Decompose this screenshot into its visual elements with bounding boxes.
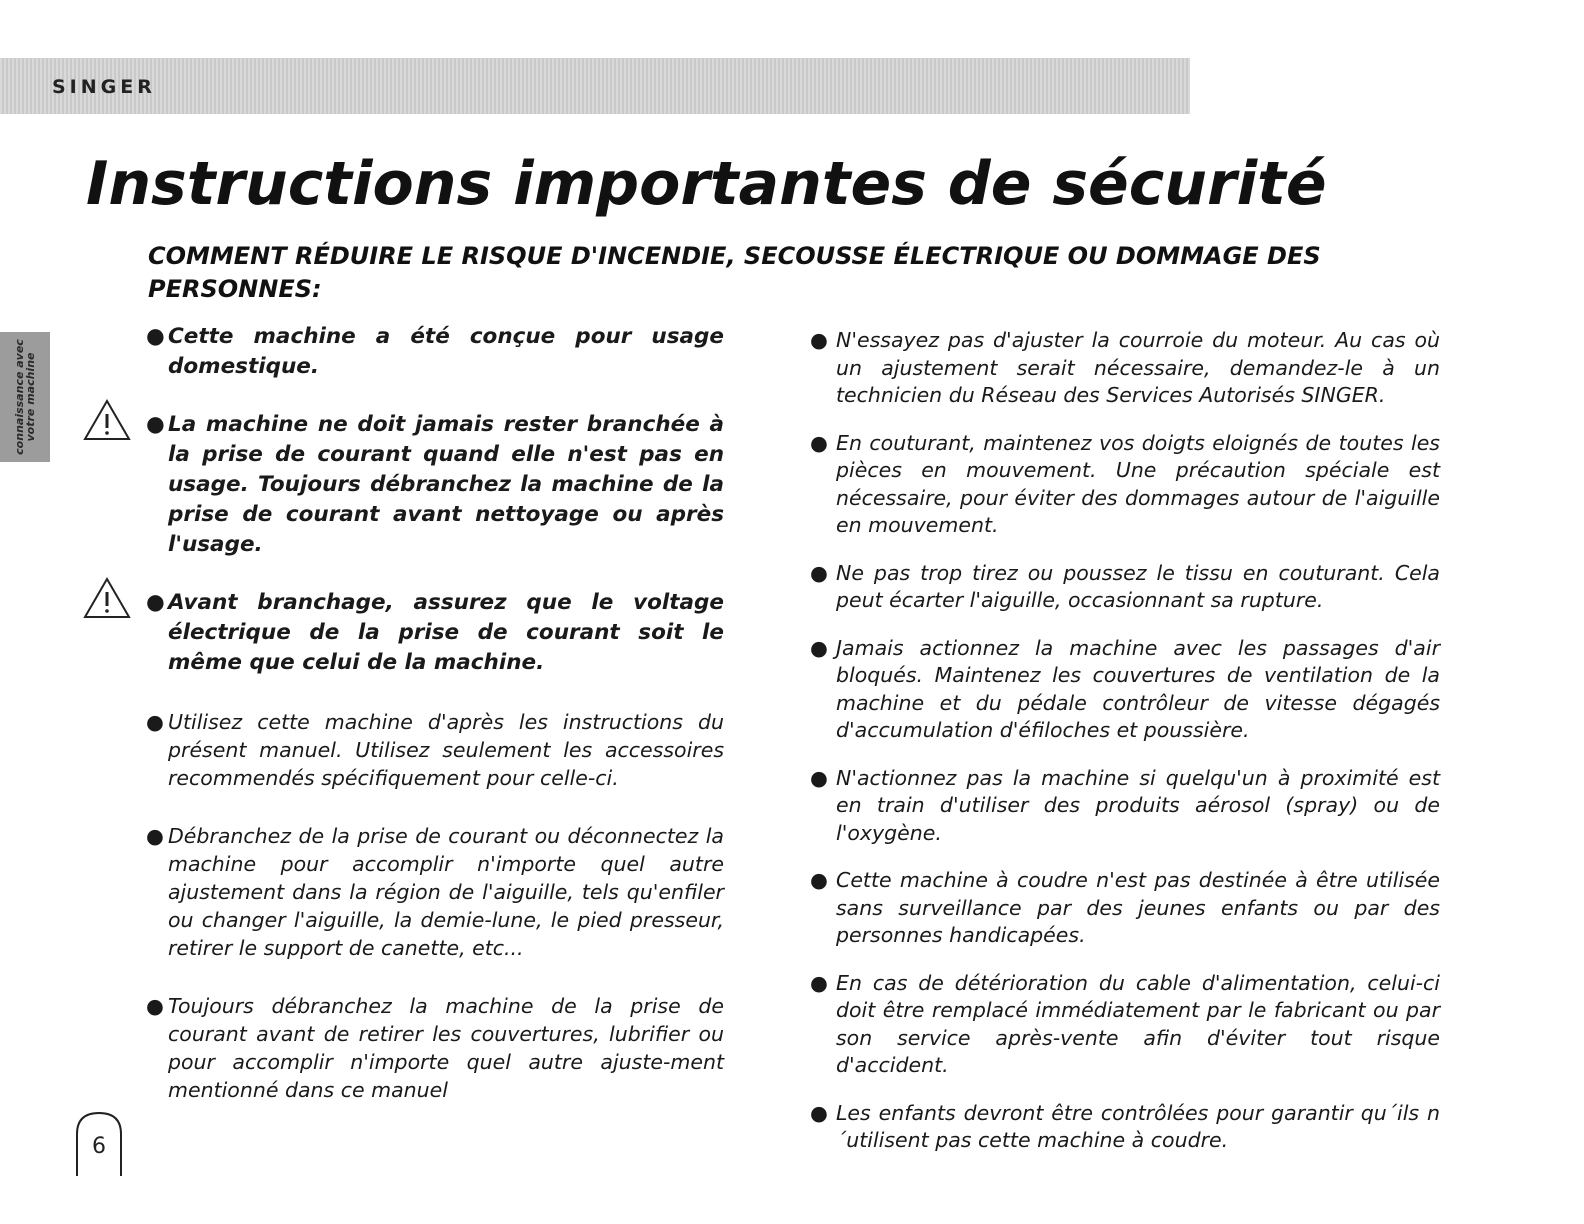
left-column (146, 322, 724, 1104)
bullet-icon: ● (146, 412, 165, 437)
list-item-text: Les enfants devront être contrôlées pour garantir qu´ils n´utilisent pas cette machine à coudre. (836, 1100, 1440, 1152)
list-item (810, 560, 1440, 615)
list-item-text: Cette machine à coudre n'est pas destinée à être utilisée sans surveillance par des jeunes enfants ou par des personnes handicapées. (836, 868, 1440, 947)
list-item-text: N'essayez pas d'ajuster la courroie du moteur. Au cas où un ajustement serait nécessaire, demandez-le à un technicien du Réseau des Services Autorisés SINGER. (836, 328, 1440, 407)
list-item (810, 635, 1440, 745)
bullet-icon: ● (810, 970, 828, 995)
bullet-icon: ● (810, 430, 828, 455)
bullet-icon: ● (146, 710, 164, 734)
bullet-icon: ● (146, 824, 164, 848)
right-column (810, 327, 1440, 1155)
list-item (810, 327, 1440, 410)
list-item (810, 970, 1440, 1080)
page-title: Instructions importantes de sécurité (86, 149, 1327, 219)
list-item-text: Jamais actionnez la machine avec les passages d'air bloqués. Maintenez les couvertures de ventilation de la machine et du pédale contrôleur de vitesse dégagés d'accumulation d'éfiloches et poussière. (836, 635, 1440, 742)
brand-logo: SINGER (52, 76, 156, 98)
list-item (810, 765, 1440, 848)
header-band (0, 58, 1190, 114)
bullet-icon: ● (810, 765, 828, 790)
list-item-text: La machine ne doit jamais rester branchée à la prise de courant quand elle n'est pas en usage. Toujours débranchez la machine de la prise de courant avant nettoyage ou après l'usage. (168, 412, 724, 557)
list-item (146, 410, 724, 560)
list-item-text: N'actionnez pas la machine si quelqu'un à proximité est en train d'utiliser des produits aérosol (spray) ou de l'oxygène. (836, 765, 1440, 845)
list-item (146, 992, 724, 1104)
list-item (810, 867, 1440, 950)
list-item (810, 430, 1440, 540)
list-item-text: Avant branchage, assurez que le voltage électrique de la prise de courant soit le même que celui de la machine. (168, 590, 724, 675)
page-number: 6 (92, 1134, 106, 1159)
list-item-text: Toujours débranchez la machine de la prise de courant avant de retirer les couvertures, lubrifier ou pour accomplir n'importe quel autre ajuste-ment mentionné dans ce manuel (168, 994, 724, 1102)
page-subtitle: COMMENT RÉDUIRE LE RISQUE D'INCENDIE, SECOUSSE ÉLECTRIQUE OU DOMMAGE DES PERSONNES: (148, 242, 1321, 303)
bullet-icon: ● (810, 635, 828, 660)
list-item-text: Ne pas trop tirez ou poussez le tissu en couturant. Cela peut écarter l'aiguille, occasionnant sa rupture. (836, 560, 1440, 612)
warning-icon (82, 398, 132, 442)
list-item (810, 1100, 1440, 1155)
bullet-icon: ● (146, 994, 164, 1018)
list-item (146, 708, 724, 792)
bullet-icon: ● (146, 590, 165, 615)
side-tab-label: connaissance avec votre machine (13, 339, 37, 455)
list-item-text: Débranchez de la prise de courant ou déconnectez la machine pour accomplir n'importe quel autre ajustement dans la région de l'aiguille, tels qu'enfiler ou changer l'aiguille, la demie-lune, le pied presseur, retirer le support de canette, etc... (168, 824, 724, 960)
list-item-text: En couturant, maintenez vos doigts eloignés de toutes les pièces en mouvement. Une précaution spéciale est nécessaire, pour éviter des dommages autour de l'aiguille en mouvement. (836, 430, 1440, 537)
warning-icon (82, 576, 132, 620)
bullet-icon: ● (810, 560, 828, 585)
list-item-text: En cas de détérioration du cable d'alimentation, celui-ci doit être remplacé immédiatement par le fabricant ou par son service après-vente afin d'éviter tout risque d'accident. (836, 970, 1440, 1077)
bullet-icon: ● (810, 328, 828, 352)
bullet-icon: ● (810, 868, 828, 892)
list-item (146, 322, 724, 382)
list-item (146, 822, 724, 962)
list-item (146, 588, 724, 678)
bullet-icon: ● (810, 1100, 828, 1125)
list-item-text: Cette machine a été conçue pour usage domestique. (168, 324, 724, 379)
list-item-text: Utilisez cette machine d'après les instructions du présent manuel. Utilisez seulement les accessoires recommendés spécifiquement pour celle-ci. (168, 710, 724, 790)
bullet-icon: ● (146, 324, 165, 349)
